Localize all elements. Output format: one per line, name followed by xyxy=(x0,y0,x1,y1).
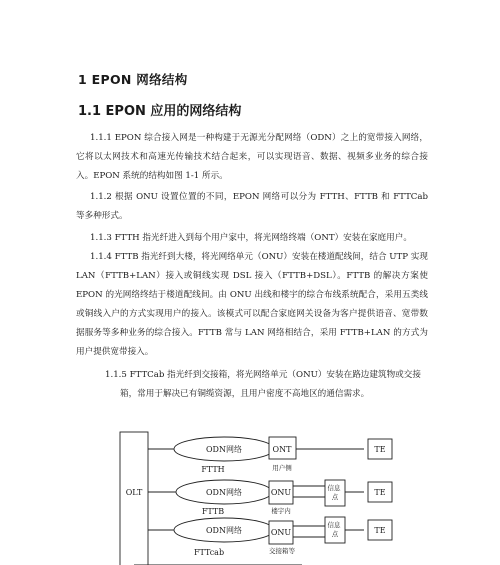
info-point-label-3b: 点 xyxy=(331,530,339,538)
terminal-label-2: TE xyxy=(374,488,386,497)
odn-label-3: ODN网络 xyxy=(206,526,242,535)
location-label-2: 楼宇内 xyxy=(271,507,291,515)
section-heading: 1 EPON 网络结构 xyxy=(78,72,188,87)
location-label-3: 交接箱等 xyxy=(269,547,295,555)
paragraph-1-1-3: 1.1.3 FTTH 指光纤进入到每个用户家中，将光网络终端（ONT）安装在家庭用户。 xyxy=(90,233,412,243)
terminal-label-1: TE xyxy=(374,445,386,454)
node-label-3: ONU xyxy=(270,528,292,537)
odn-label-2: ODN网络 xyxy=(206,488,242,497)
location-label-1: 用户侧 xyxy=(272,464,292,472)
access-label-2: FTTB xyxy=(201,507,225,516)
info-point-label-2b: 点 xyxy=(331,493,339,501)
olt-label: OLT xyxy=(125,488,143,497)
access-label-3: FTTcab xyxy=(193,548,225,557)
paragraph-1-1-5-line2: 箱，常用于解决已有铜缆资源，且用户密度不高地区的通信需求。 xyxy=(120,389,370,399)
terminal-label-3: TE xyxy=(374,526,386,535)
access-label-1: FTTH xyxy=(201,465,225,474)
paragraph-1-1-1: 1.1.1 EPON 综合接入网是一种构建于无源光分配网络（ODN）之上的宽带接入网络，它将以太网技术和高速光传输技术结合起来，可以实现语音、数据、视频多业务的综合接入。EPON 系统的结构如图 1-1 所示。 xyxy=(76,133,428,181)
subsection-heading: 1.1 EPON 应用的网络结构 xyxy=(78,104,242,119)
olt-box xyxy=(120,432,148,565)
info-point-label-3a: 信息 xyxy=(327,521,341,529)
info-point-label-2a: 信息 xyxy=(327,484,341,492)
paragraph-1-1-2: 1.1.2 根据 ONU 设置位置的不同，EPON 网络可以分为 FTTH、FTTB 和 FTTCab 等多种形式。 xyxy=(76,192,428,221)
odn-label-1: ODN网络 xyxy=(206,445,242,454)
paragraph-1-1-4: 1.1.4 FTTB 指光纤到大楼，将光网络单元（ONU）安装在楼道配线间，结合 UTP 实现 LAN（FTTB+LAN）接入或铜线实现 DSL 接入（FTTB+DSL）。FTTB 的解决方案使 EPON 的光网络终结于楼道配线间。由 ONU 出线和楼宇的综合布线系统配合，采用五类线或铜线入户的方式实现用户的接入。该模式可以配合家庭网关设备为客户提供语音、宽带数据服务等多种业务的综合接入。FTTB 常与 LAN 网络相结合，采用 FTTB+LAN 的方式为用户提供宽带接入。 xyxy=(76,252,428,357)
paragraph-1-1-5-line1: 1.1.5 FTTCab 指光纤到交接箱，将光网络单元（ONU）安装在路边建筑物或交接 xyxy=(105,370,421,380)
node-label-2: ONU xyxy=(270,488,292,497)
node-label-1: ONT xyxy=(272,445,292,454)
